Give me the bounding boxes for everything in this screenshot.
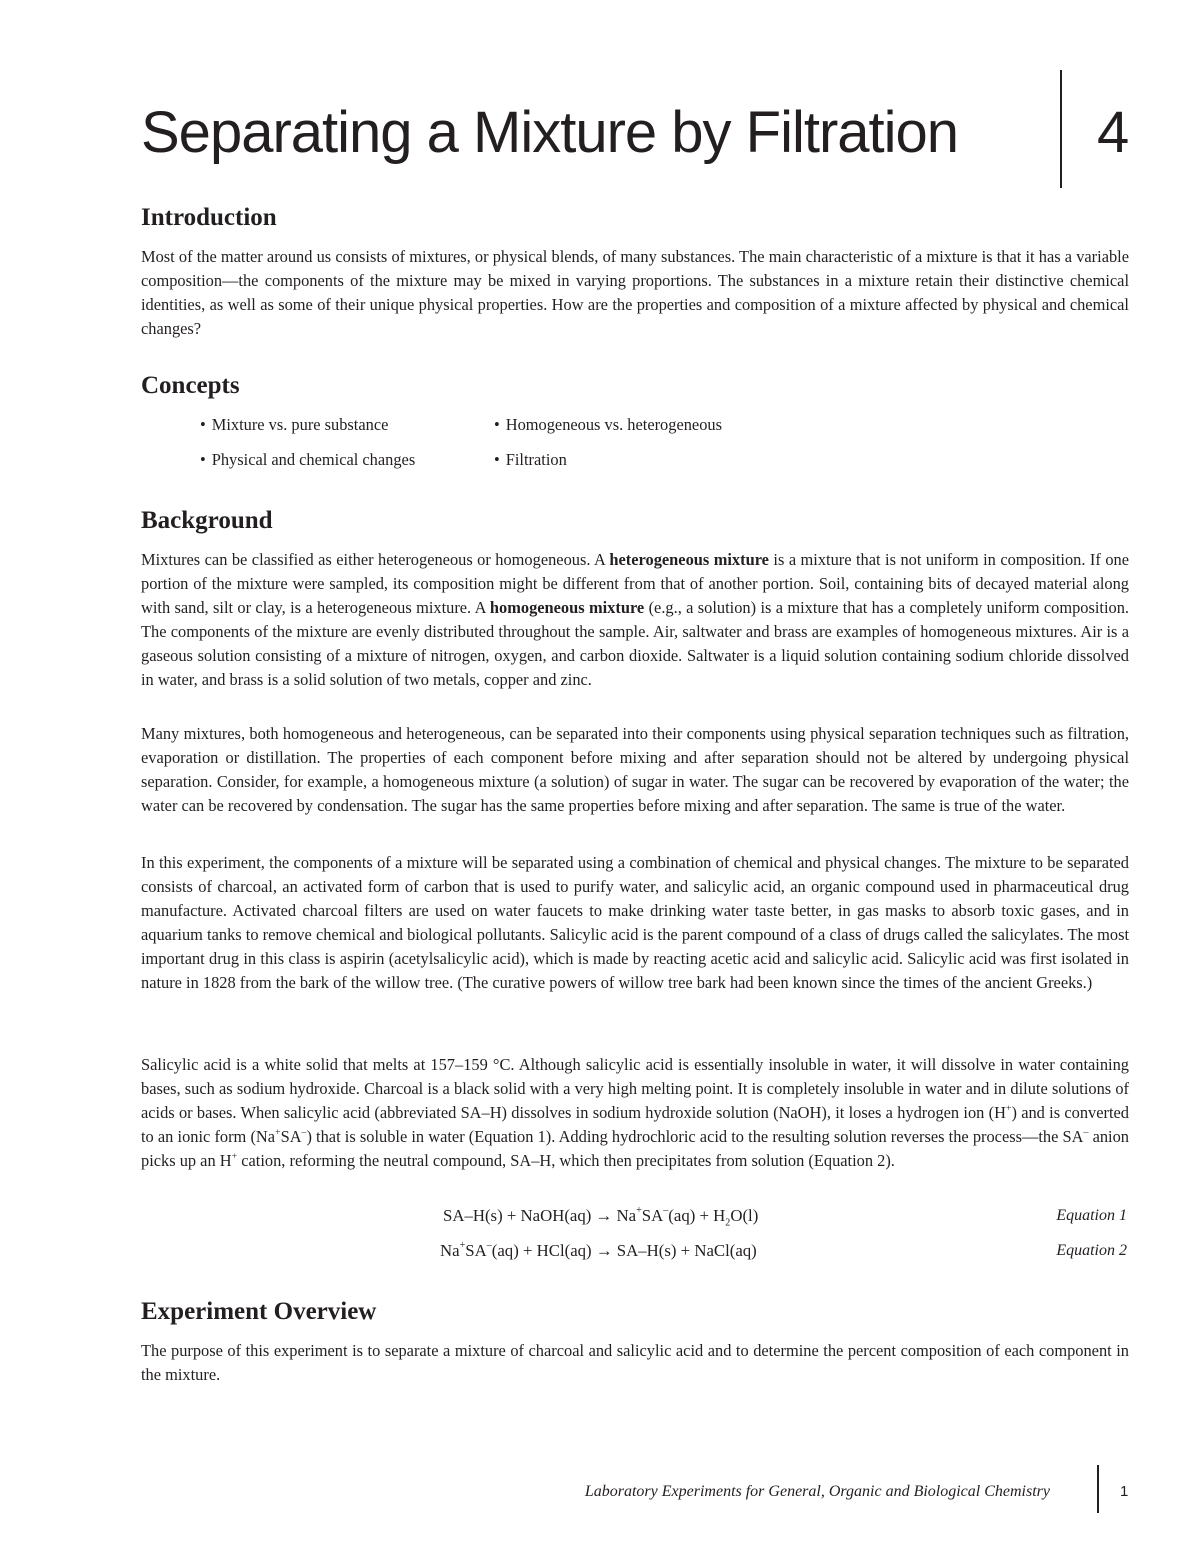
experiment-overview-heading: Experiment Overview: [141, 1298, 377, 1325]
footer-divider: [1097, 1465, 1099, 1513]
concept-item: • Homogeneous vs. heterogeneous: [494, 413, 722, 437]
footer-book-title: Laboratory Experiments for General, Organic and Biological Chemistry: [584, 1483, 1050, 1500]
term-heterogeneous-mixture: heterogeneous mixture: [609, 550, 769, 569]
background-heading: Background: [141, 507, 273, 534]
title-divider: [1060, 70, 1062, 188]
chapter-title: Separating a Mixture by Filtration: [141, 100, 959, 165]
experiment-overview-paragraph: The purpose of this experiment is to separate a mixture of charcoal and salicylic acid and to determine the percent composition of each component in the mixture.: [141, 1341, 1129, 1385]
background-paragraph-4: Salicylic acid is a white solid that melts at 157–159 °C. Although salicylic acid is essentially insoluble in water, it will dissolve in water containing bases, such as sodium hydroxide. Charcoal is a black solid with a very high melting point. It is completely insoluble in water and in dilute solutions of acids or bases. When salicylic acid (abbreviated SA–H) dissolves in sodium hydroxide solution (NaOH), it loses a hydrogen ion (H+) and is converted to an ionic form (Na+SA–) that is soluble in water (Equation 1). Adding hydrochloric acid to the resulting solution reverses the process—the SA– anion picks up an H+ cation, reforming the neutral compound, SA–H, which then precipitates from solution (Equation 2).: [141, 1055, 1129, 1171]
equation-1: SA–H(s) + NaOH(aq) → $Na^+SA^-(aq) + H_2O(l)$: [443, 1205, 759, 1229]
concept-item: • Mixture vs. pure substance: [200, 413, 388, 437]
page-number: 1: [1120, 1483, 1129, 1500]
chapter-number: 4: [1097, 100, 1130, 165]
introduction-heading: Introduction: [141, 204, 277, 231]
equation-1-label: Equation 1: [1056, 1207, 1127, 1224]
background-paragraph-1: Mixtures can be classified as either heterogeneous or homogeneous. A heterogeneous mixture is a mixture that is not uniform in composition. If one portion of the mixture were sampled, its composition might be different from that of another portion. Soil, containing bits of decayed material along with sand, silt or clay, is a heterogeneous mixture. A homogeneous mixture (e.g., a solution) is a mixture that has a completely uniform composition. The components of the mixture are evenly distributed throughout the sample. Air, saltwater and brass are examples of homogeneous mixtures. Air is a gaseous solution consisting of a mixture of nitrogen, oxygen, and carbon dioxide. Saltwater is a liquid solution containing sodium chloride dissolved in water, and brass is a solid solution of two metals, copper and zinc.: [141, 550, 1129, 690]
background-paragraph-3: In this experiment, the components of a mixture will be separated using a combination of chemical and physical changes. The mixture to be separated consists of charcoal, an activated form of carbon that is used to purify water, and salicylic acid, an organic compound used in pharmaceutical drug manufacture. Activated charcoal filters are used on water faucets to make drinking water taste better, in gas masks to absorb toxic gases, and in aquarium tanks to remove chemical and biological pollutants. Salicylic acid is the parent compound of a class of drugs called the salicylates. The most important drug in this class is aspirin (acetylsalicylic acid), which is made by reacting acetic acid and salicylic acid. Salicylic acid was first isolated in nature in 1828 from the bark of the willow tree. (The curative powers of willow tree bark had been known since the times of the ancient Greeks.): [141, 853, 1129, 993]
concept-item: • Physical and chemical changes: [200, 448, 415, 472]
equation-2: Na+SA–(aq) + HCl(aq) → SA–H(s) + NaCl(aq): [440, 1240, 757, 1260]
background-paragraph-2: Many mixtures, both homogeneous and heterogeneous, can be separated into their components using physical separation techniques such as filtration, evaporation or distillation. The properties of each component before mixing and after separation should not be altered by undergoing physical separation. Consider, for example, a homogeneous mixture (a solution) of sugar in water. The sugar can be recovered by evaporation of the water; the water can be recovered by condensation. The sugar has the same properties before mixing and after separation. The same is true of the water.: [141, 724, 1129, 816]
term-homogeneous-mixture: homogeneous mixture: [489, 598, 645, 618]
equation-2-label: Equation 2: [1056, 1242, 1127, 1259]
introduction-paragraph: Most of the matter around us consists of mixtures, or physical blends, of many substances. The main characteristic of a mixture is that it has a variable composition—the components of the mixture may be mixed in varying proportions. The substances in a mixture retain their distinctive chemical identities, as well as some of their unique physical properties. How are the properties and composition of a mixture affected by physical and chemical changes?: [141, 247, 1129, 339]
concepts-heading: Concepts: [141, 372, 240, 399]
concept-item: • Filtration: [494, 448, 567, 472]
